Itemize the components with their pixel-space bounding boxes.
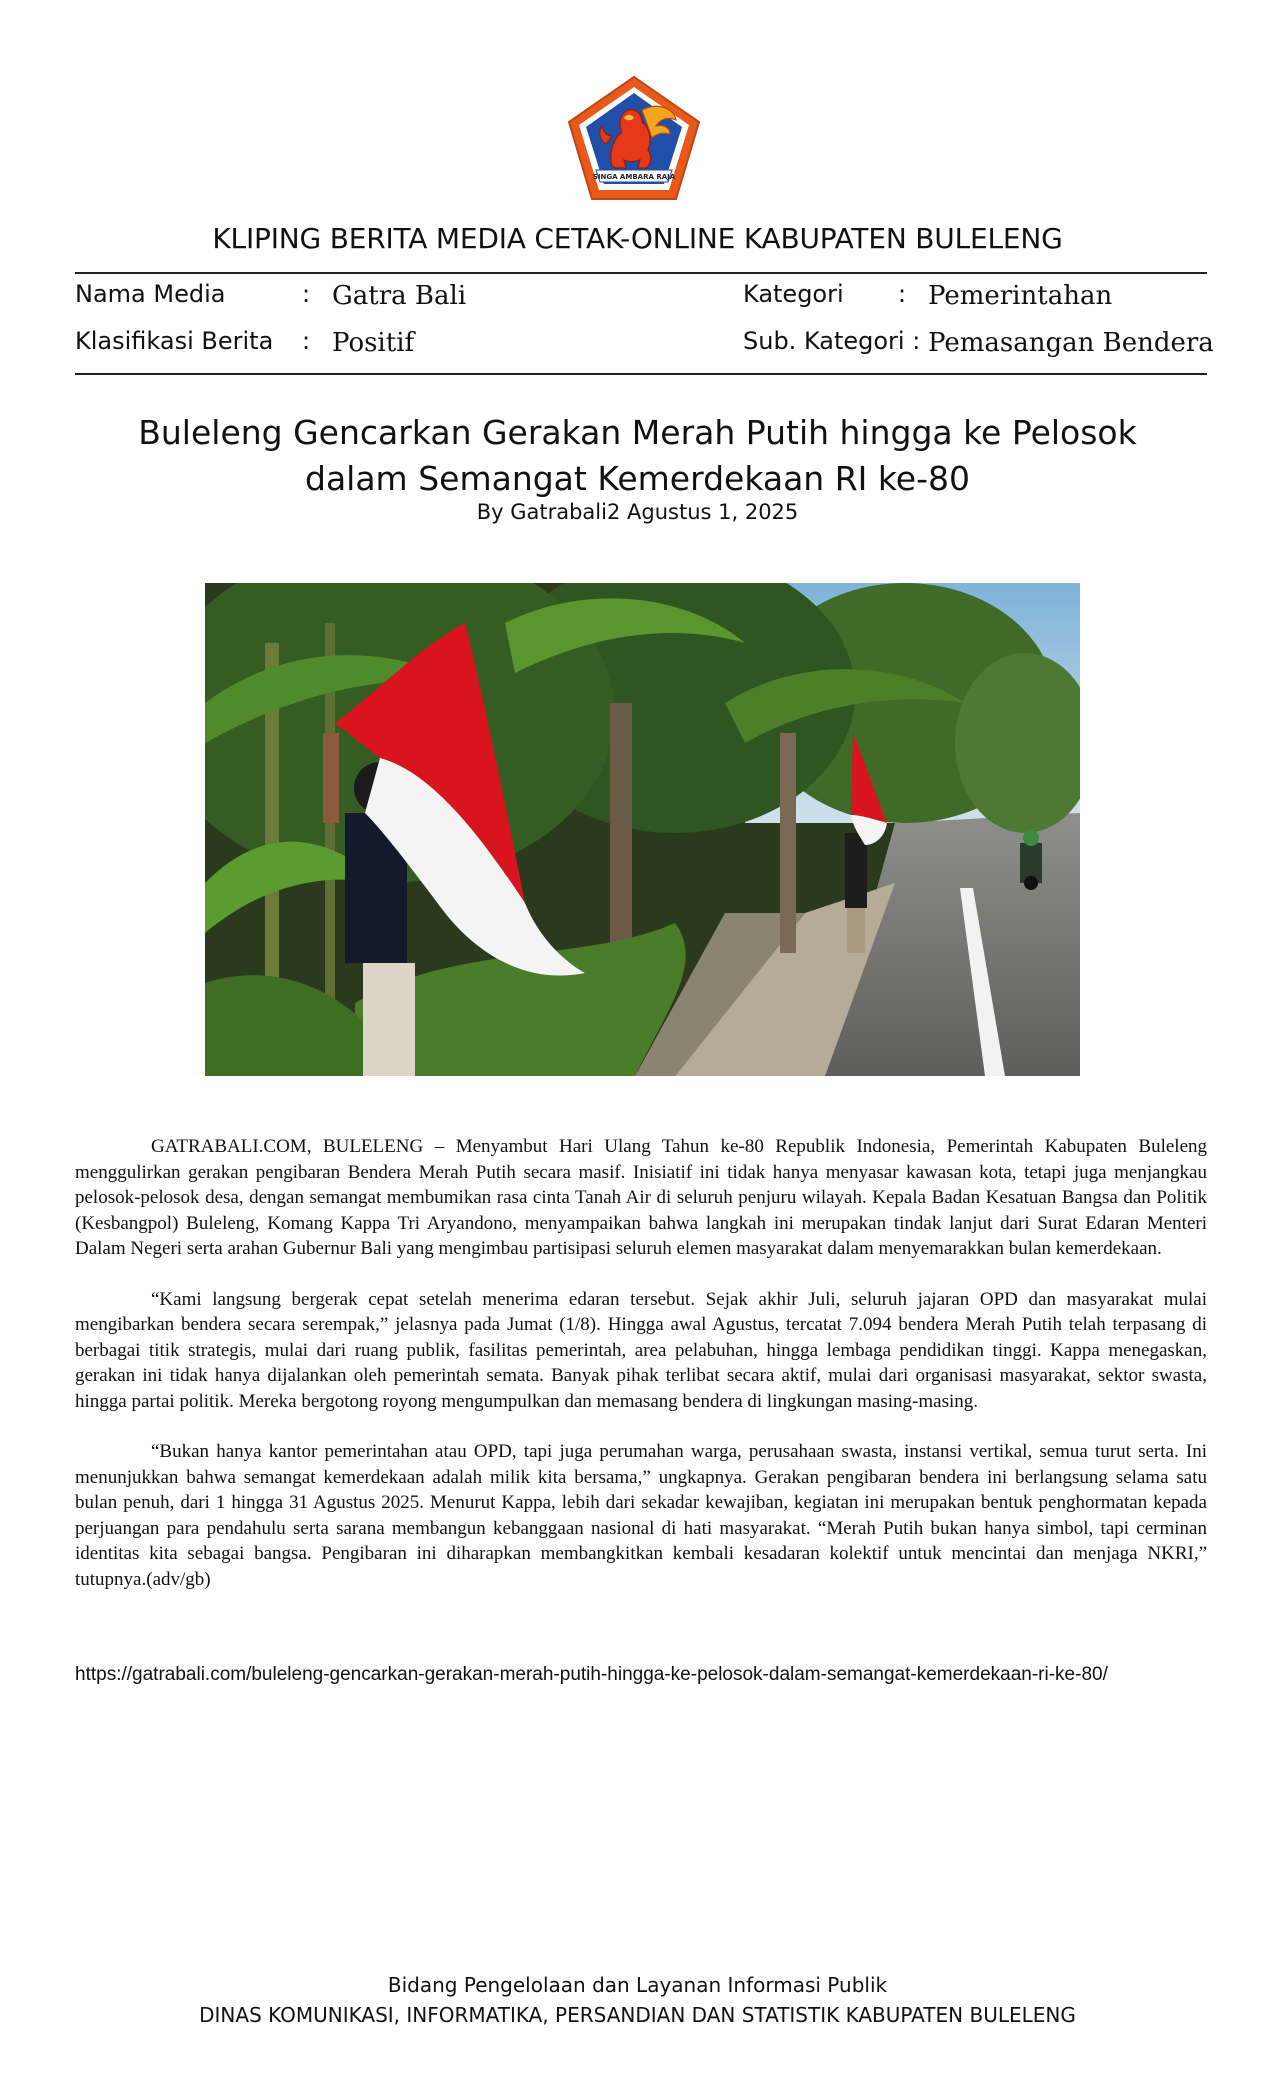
nama-media-value: Gatra Bali bbox=[332, 281, 467, 311]
kategori-colon: : bbox=[898, 280, 907, 308]
kategori-value: Pemerintahan bbox=[928, 281, 1113, 311]
klasifikasi-berita-value: Positif bbox=[332, 328, 415, 358]
logo-motto: SINGA AMBARA RAJA bbox=[592, 173, 676, 181]
article-title: Buleleng Gencarkan Gerakan Merah Putih hingga ke Pelosok dalam Semangat Kemerdekaan RI ke-80 bbox=[138, 413, 1137, 498]
sub-kategori-label: Sub. Kategori : bbox=[743, 327, 921, 355]
nama-media-label: Nama Media bbox=[75, 280, 226, 308]
klasifikasi-berita-label: Klasifikasi Berita bbox=[75, 327, 274, 355]
article-paragraph: “Bukan hanya kantor pemerintahan atau OPD, tapi juga perumahan warga, perusahaan swasta, instansi vertikal, semua turut serta. Ini menunjukkan bahwa semangat kemerdekaan adalah milik kita bersama,” ungkapnya. Gerakan pengibaran bendera ini berlangsung selama satu bulan penuh, dari 1 hingga 31 Agustus 2025. Menurut Kappa, lebih dari sekadar kewajiban, kegiatan ini merupakan bentuk penghormatan kepada perjuangan para pendahulu serta sarana membangun kebanggaan nasional di hati masyarakat. “Merah Putih bukan hanya simbol, tapi cerminan identitas kita sebagai bangsa. Pengibaran ini diharapkan membangkitkan kembali kesadaran kolektif untuk mencintai dan menjaga NKRI,” tutupnya.(adv/gb) bbox=[75, 1441, 1207, 1590]
buleleng-logo bbox=[566, 74, 702, 202]
footer-division: Bidang Pengelolaan dan Layanan Informasi Publik bbox=[387, 1973, 888, 1997]
footer-office: DINAS KOMUNIKASI, INFORMATIKA, PERSANDIAN DAN STATISTIK KABUPATEN BULELENG bbox=[199, 2003, 1076, 2027]
article-body bbox=[75, 1134, 1207, 1617]
article-photo bbox=[205, 583, 1080, 1076]
article-byline: By Gatrabali2 Agustus 1, 2025 bbox=[476, 500, 799, 524]
header-divider-bottom bbox=[75, 373, 1207, 375]
klasifikasi-berita-colon: : bbox=[302, 327, 311, 355]
sub-kategori-value: Pemasangan Bendera bbox=[928, 328, 1214, 358]
article-paragraph: GATRABALI.COM, BULELENG – Menyambut Hari Ulang Tahun ke-80 Republik Indonesia, Pemerintah Kabupaten Buleleng menggulirkan gerakan pengibaran Bendera Merah Putih secara masif. Inisiatif ini tidak hanya menyasar kawasan kota, tetapi juga menjangkau pelosok-pelosok desa, dengan semangat membumikan rasa cinta Tanah Air di seluruh penjuru wilayah. Kepala Badan Kesatuan Bangsa dan Politik (Kesbangpol) Buleleng, Komang Kappa Tri Aryandono, menyampaikan bahwa langkah ini merupakan tindak lanjut dari Surat Edaran Menteri Dalam Negeri serta arahan Gubernur Bali yang mengimbau partisipasi seluruh elemen masyarakat dalam menyemarakkan bulan kemerdekaan. bbox=[75, 1136, 1207, 1259]
clipping-header-title: KLIPING BERITA MEDIA CETAK-ONLINE KABUPATEN BULELENG bbox=[212, 222, 1063, 255]
source-url-link[interactable]: https://gatrabali.com/buleleng-gencarkan-gerakan-merah-putih-hingga-ke-pelosok-dalam-semangat-kemerdekaan-ri-ke-80/ bbox=[75, 1664, 1108, 1685]
header-divider-top bbox=[75, 272, 1207, 274]
article-paragraph: “Kami langsung bergerak cepat setelah menerima edaran tersebut. Sejak akhir Juli, seluruh jajaran OPD dan masyarakat mulai mengibarkan bendera secara serempak,” jelasnya pada Jumat (1/8). Hingga awal Agustus, tercatat 7.094 bendera Merah Putih telah terpasang di berbagai titik strategis, mulai dari ruang publik, fasilitas pemerintah, area pelabuhan, hingga lembaga pendidikan tinggi. Kappa menegaskan, gerakan ini tidak hanya dijalankan oleh pemerintah semata. Banyak pihak terlibat secara aktif, mulai dari organisasi masyarakat, sektor swasta, hingga partai politik. Mereka bergotong royong mengumpulkan dan memasang bendera di lingkungan masing-masing. bbox=[75, 1288, 1207, 1412]
kategori-label: Kategori bbox=[743, 280, 844, 308]
lion-crest-icon bbox=[566, 74, 702, 202]
nama-media-colon: : bbox=[302, 280, 311, 308]
